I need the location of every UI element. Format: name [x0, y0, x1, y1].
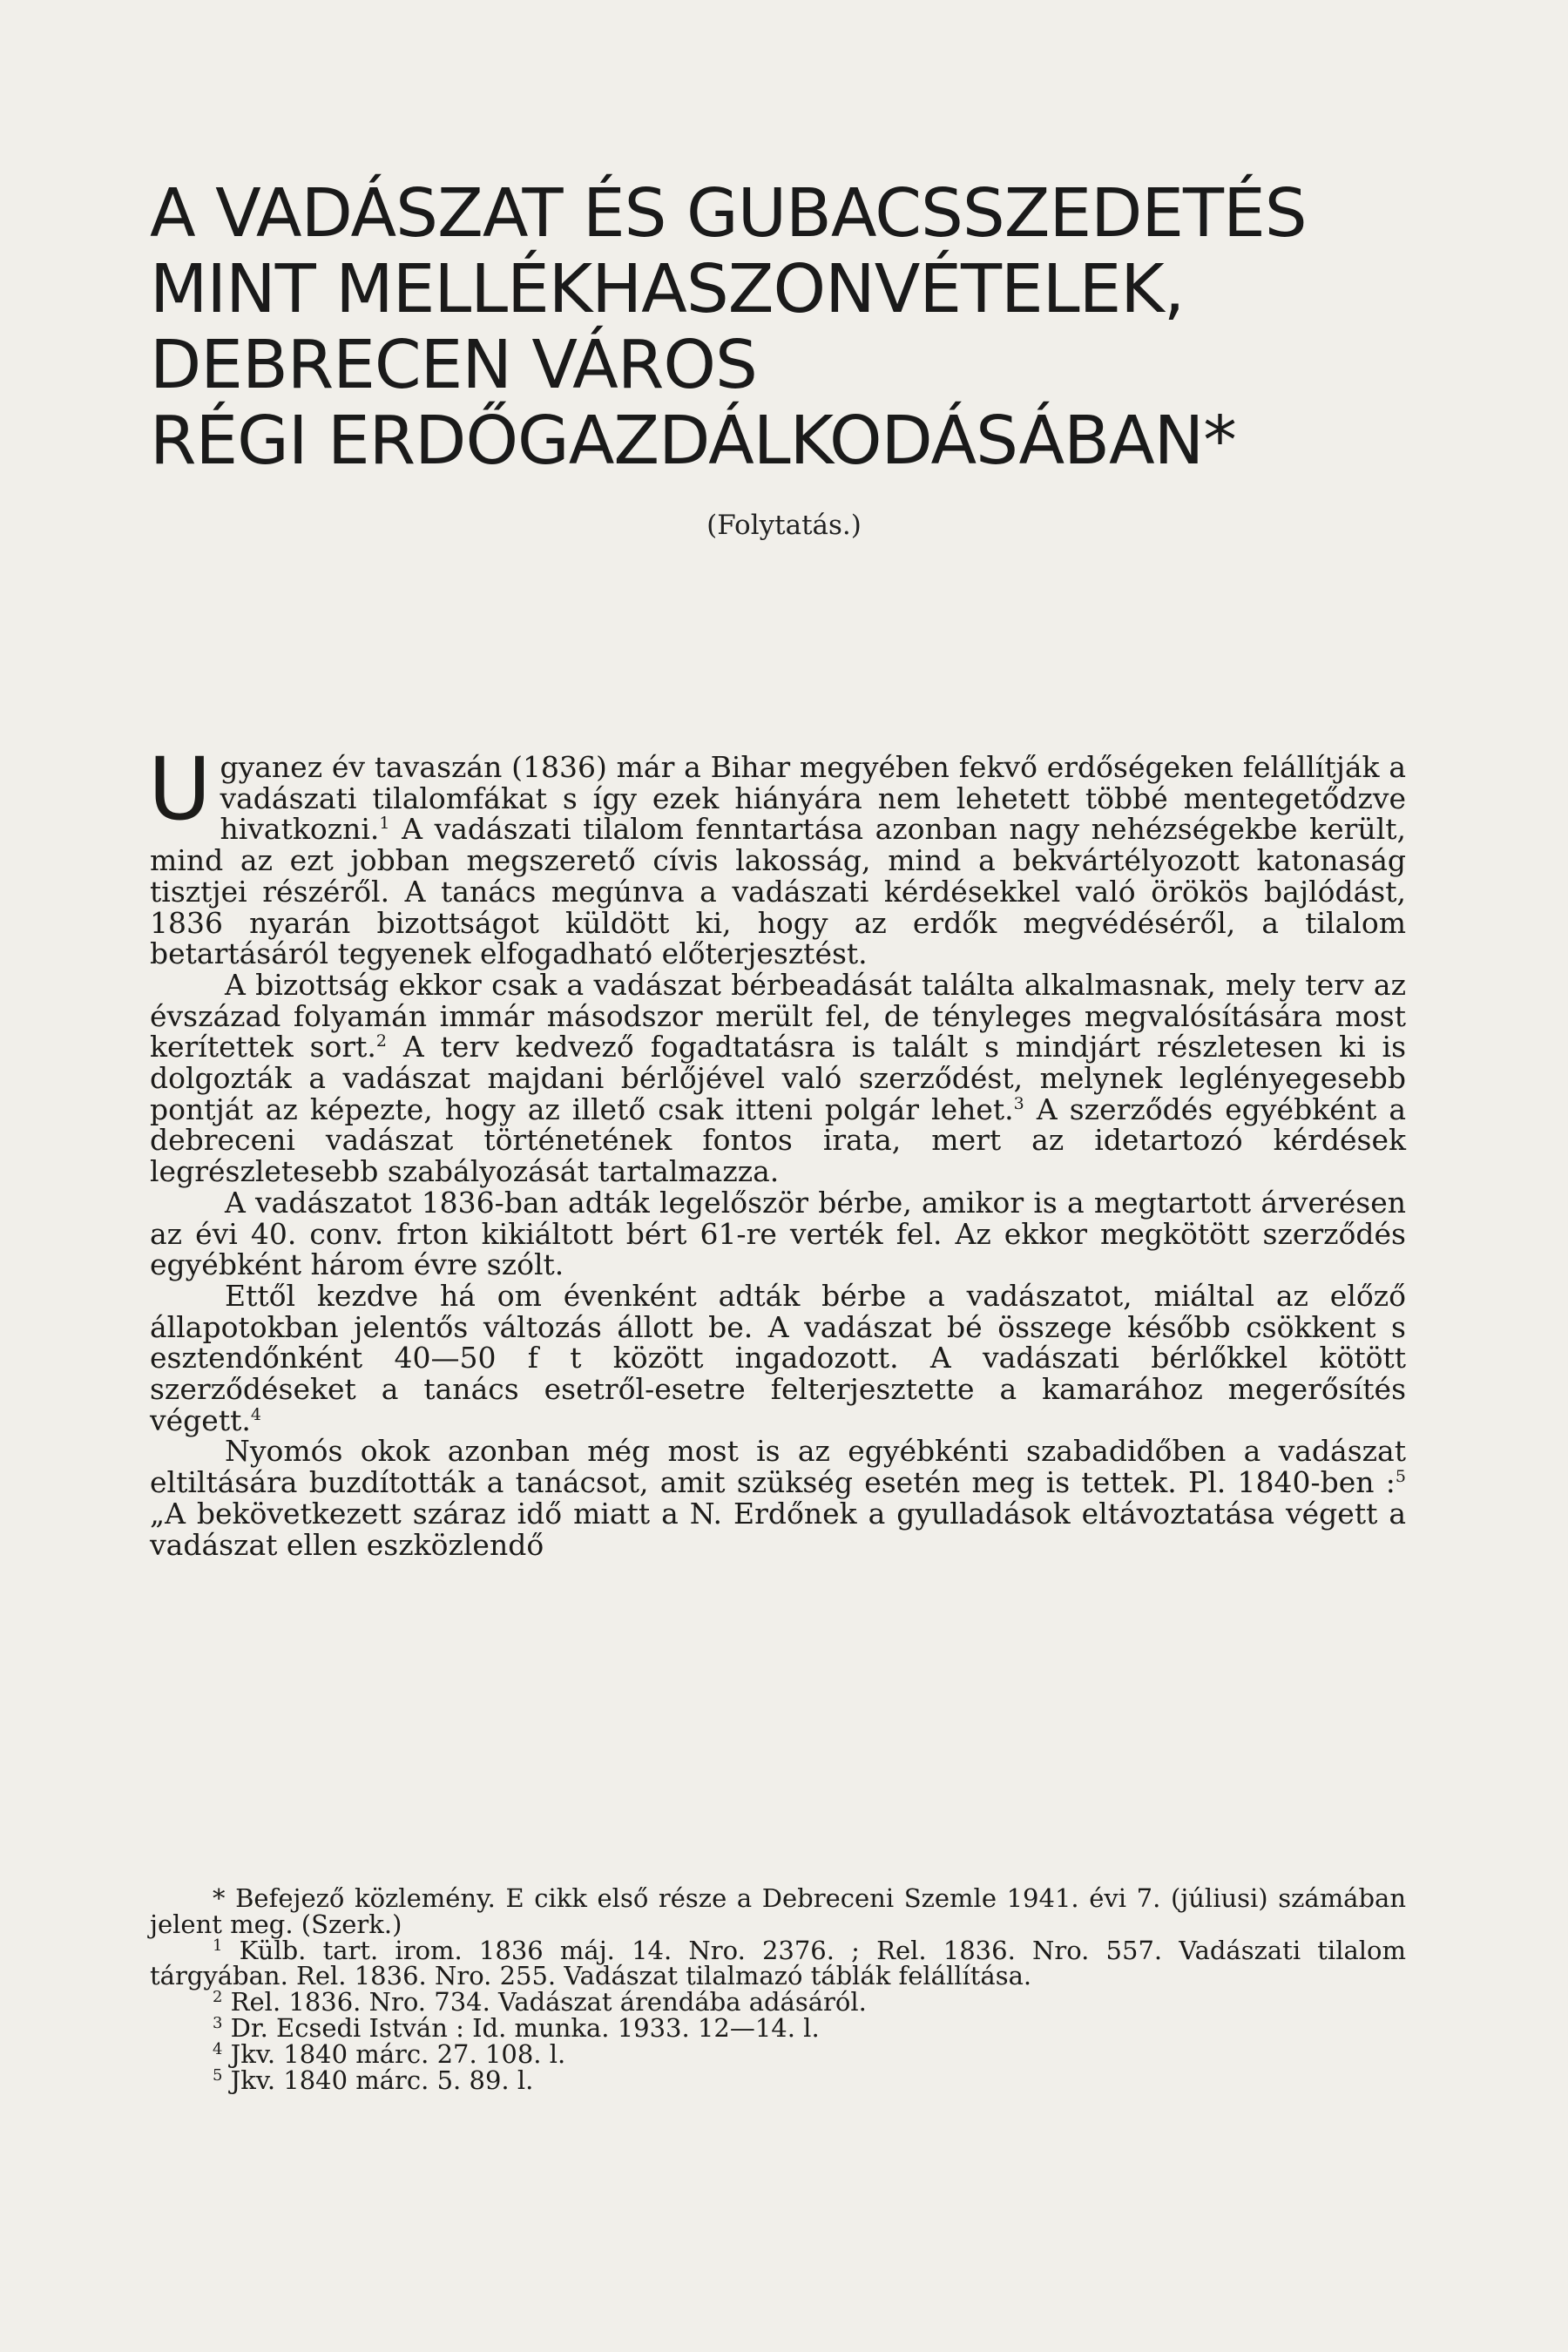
- footnote-ref: 3: [1013, 1093, 1024, 1113]
- footnote: [150, 2065, 1406, 2095]
- footnote-marker: 2: [213, 1988, 223, 2007]
- footnote: [150, 2012, 1406, 2043]
- text-segment: Nyomós okok azonban még most is az egyébkénti szabadidőben a vadászat eltiltására buzdították a tanácsot, amit szükség esetén meg is tettek. Pl. 1840-ben :: [150, 1434, 1406, 1500]
- footnote-ref: 5: [1395, 1467, 1406, 1487]
- footnote-marker: 5: [213, 2065, 223, 2085]
- footnote: [150, 1935, 1407, 1991]
- footnote-text: Rel. 1836. Nro. 734. Vadászat árendába adásáról.: [230, 1987, 867, 2017]
- title-line: A VADÁSZAT ÉS GUBACSSZEDETÉS: [150, 174, 1307, 253]
- text-segment: A vadászatot 1836-ban adták legelőször bérbe, amikor is a megtartott árverésen az évi 40. conv. frton kikiáltott bért 61-re verték fel. Az ekkor megkötött szerződés egyébként három évre szólt.: [150, 1185, 1406, 1282]
- footnote-text: Jkv. 1840 márc. 5. 89. l.: [230, 2065, 534, 2095]
- footnote-ref: 4: [250, 1404, 261, 1424]
- paragraph: [150, 1187, 1406, 1281]
- article-title: [150, 176, 1369, 479]
- text-segment: Ettől kezdve há om évenként adták bérbe a vadászatot, miáltal az előző állapotokban jelentős változás állott be. A vadászat bé összege később csökkent s esztendőnként 40—50 f t között ingadozott. A vadászati bérlőkkel kötött szerződéseket a tanács esetről-esetre felterjesztette a kamarához megerősítés végett.: [150, 1278, 1406, 1437]
- text-segment: A terv kedvező fogadtatásra is talált s mindjárt részletesen ki is dolgozták a vadászat majdani bérlőjével való szerződést, melynek leglényegesebb pontját az képezte, hogy az illető csak itteni polgár lehet.: [150, 1030, 1407, 1126]
- title-line: DEBRECEN VÁROS: [150, 326, 757, 404]
- text-segment: A bizottság ekkor csak a vadászat bérbeadását találta alkalmasnak, mely terv az évszázad folyamán immár másodszor merült fel, de tényleges megvalósítására most kerítettek sort.: [150, 967, 1406, 1064]
- footnote: [150, 1883, 1407, 1939]
- paragraph: [150, 1436, 1406, 1560]
- footnote-text: Külb. tart. irom. 1836 máj. 14. Nro. 2376. ; Rel. 1836. Nro. 557. Vadászati tilalom tárgyában. Rel. 1836. Nro. 255. Vadászat tilalmazó táblák felállítása.: [150, 1935, 1407, 1991]
- paragraph: [150, 967, 1407, 1189]
- footnote-marker: 1: [213, 1936, 223, 1955]
- footnote-text: Dr. Ecsedi István : Id. munka. 1933. 12—14. l.: [230, 2012, 820, 2043]
- text-segment: A szerződés egyébként a debreceni vadászat történetének fontos irata, mert az idetartozó kérdések legrészletesebb szabályozását tartalmazza.: [150, 1092, 1406, 1189]
- footnote-marker: *: [213, 1883, 226, 1913]
- text-segment: A vadászati tilalom fenntartása azonban nagy nehézségekbe került, mind az ezt jobban megszerető cívis lakosság, mind a bekvártélyozott katonaság tisztjei részéről. A tanács megúnva a vadászati kérdésekkel való örökös bajlódást, 1836 nyarán bizottságot küldött ki, hogy az erdők megvédéséről, a tilalom betartásáról tegyenek elfogadható előterjesztést.: [150, 812, 1406, 971]
- drop-cap: U: [148, 740, 212, 840]
- footnote: [150, 2038, 1406, 2069]
- footnote-text: Jkv. 1840 márc. 27. 108. l.: [230, 2038, 566, 2069]
- paragraph: [150, 1278, 1406, 1437]
- footnotes: [150, 1883, 1407, 2095]
- continuation-note: (Folytatás.): [706, 510, 862, 541]
- footnote-marker: 4: [213, 2039, 223, 2058]
- footnote-text: Befejező közlemény. E cikk első része a Debreceni Szemle 1941. évi 7. (júliusi) számában jelent meg. (Szerk.): [150, 1883, 1407, 1939]
- footnote-ref: 1: [379, 814, 390, 834]
- paragraph: [148, 740, 1406, 971]
- text-segment: „A bekövetkezett száraz idő miatt a N. Erdőnek a gyulladások eltávoztatása végett a vadászat ellen eszközlendő: [150, 1496, 1406, 1562]
- title-line: RÉGI ERDŐGAZDÁLKODÁSÁBAN*: [150, 402, 1236, 480]
- footnote: [150, 1987, 1406, 2017]
- footnote-ref: 2: [375, 1031, 388, 1051]
- title-line: MINT MELLÉKHASZONVÉTELEK,: [150, 250, 1185, 328]
- text-segment: gyanez év tavaszán (1836) már a Bihar megyében fekvő erdőségeken felállítják a vadászati tilalomfákat s így ezek hiányára nem lehetett többé mentegetődzve hivatkozni.: [220, 750, 1406, 847]
- footnote-marker: 3: [213, 2013, 223, 2032]
- article-body: [148, 740, 1407, 1562]
